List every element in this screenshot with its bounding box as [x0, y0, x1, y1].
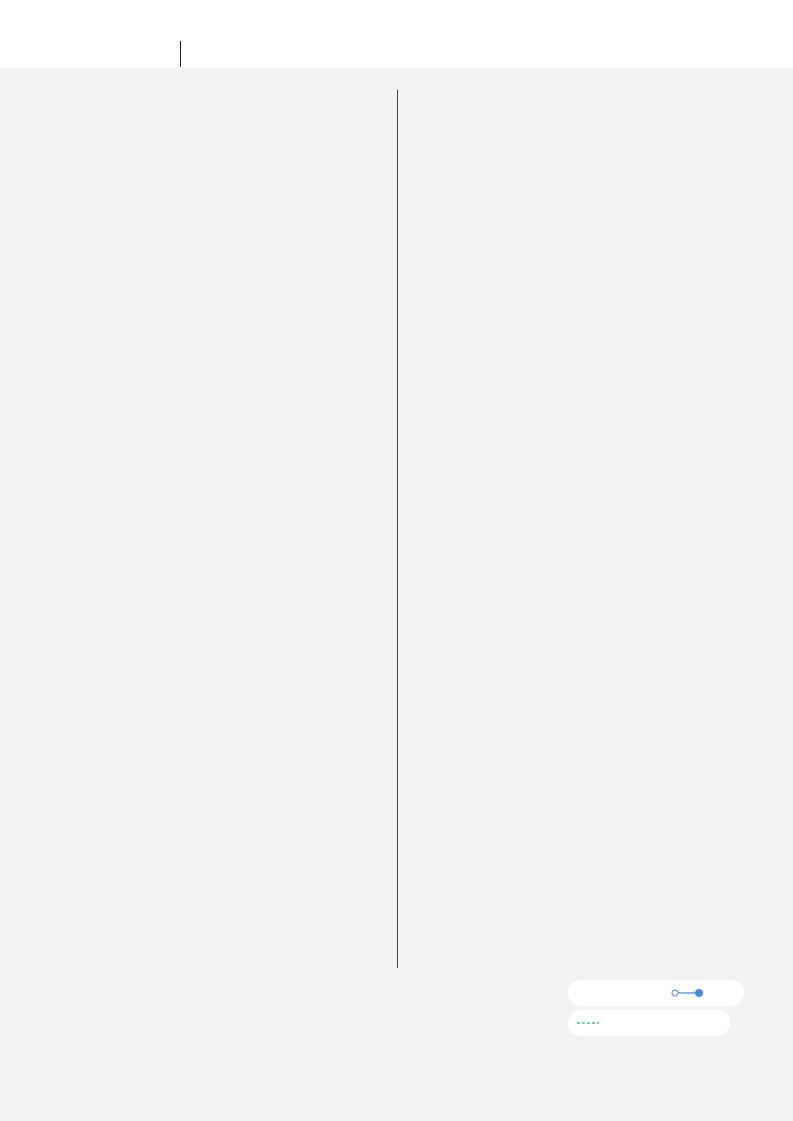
global-average-legend: [568, 1010, 730, 1036]
legend-swatch-asia: [264, 1010, 274, 1020]
eti-score-legend: [568, 980, 744, 1006]
legend-swatch-mena: [47, 993, 57, 1003]
ranking-column-left: [0, 68, 397, 978]
legend-swatch-ssa: [47, 1010, 57, 1020]
ranking-column-right: [398, 68, 793, 978]
header-divider: [180, 41, 181, 67]
ranking-table-panel: [0, 68, 793, 1121]
page-header: [0, 0, 793, 68]
legend-swatch-cis: [264, 976, 274, 986]
dashed-line-icon: [577, 1016, 601, 1030]
legend-swatch-advanced: [264, 993, 274, 1003]
eti-legend-marker-icon: [671, 986, 705, 1000]
legend-swatch-europe: [47, 976, 57, 986]
legend-swatch-latam: [47, 1027, 57, 1037]
